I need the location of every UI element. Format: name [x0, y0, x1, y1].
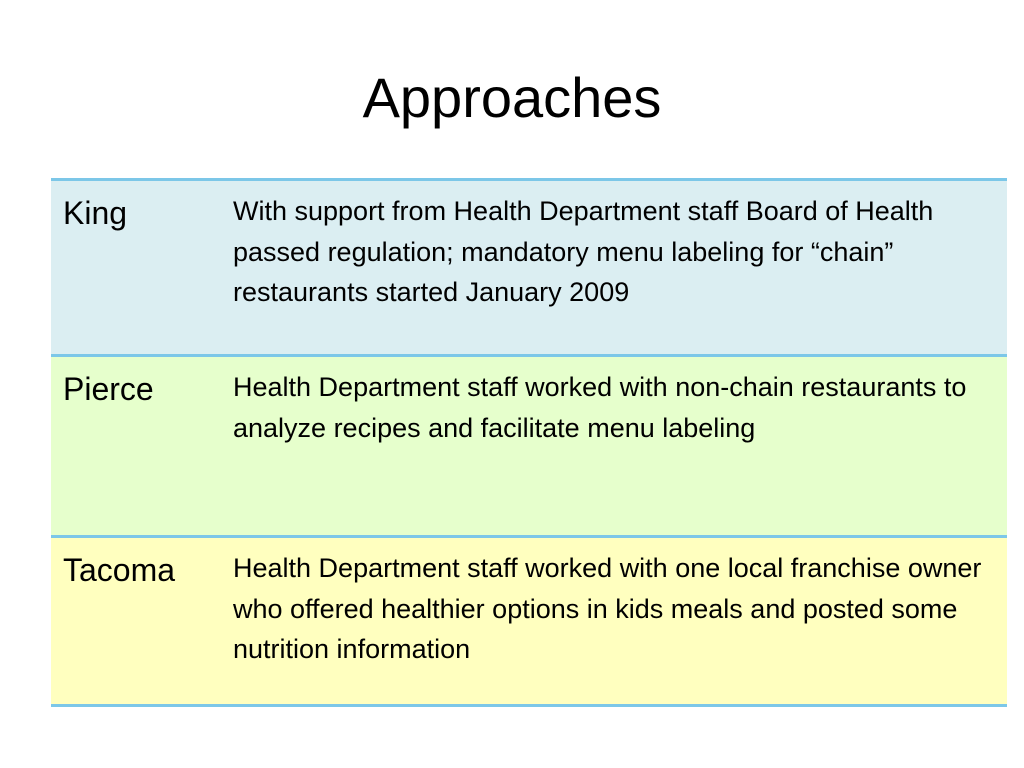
region-cell: Tacoma	[63, 552, 176, 588]
description-cell: Health Department staff worked with one local franchise owner who offered healthier options in kids meals and posted some nutrition information	[233, 553, 982, 664]
slide-title: Approaches	[362, 66, 662, 129]
table-row-king	[51, 181, 1007, 357]
approaches-table	[51, 178, 1007, 707]
table-row-pierce	[51, 357, 1007, 538]
table-row-tacoma	[51, 538, 1007, 707]
description-cell: Health Department staff worked with non-chain restaurants to analyze recipes and facilitate menu labeling	[233, 372, 967, 443]
description-cell: With support from Health Department staff Board of Health passed regulation; mandatory menu labeling for “chain” restaurants started January 2009	[233, 196, 934, 307]
region-cell: King	[63, 195, 128, 231]
region-cell: Pierce	[63, 371, 154, 407]
